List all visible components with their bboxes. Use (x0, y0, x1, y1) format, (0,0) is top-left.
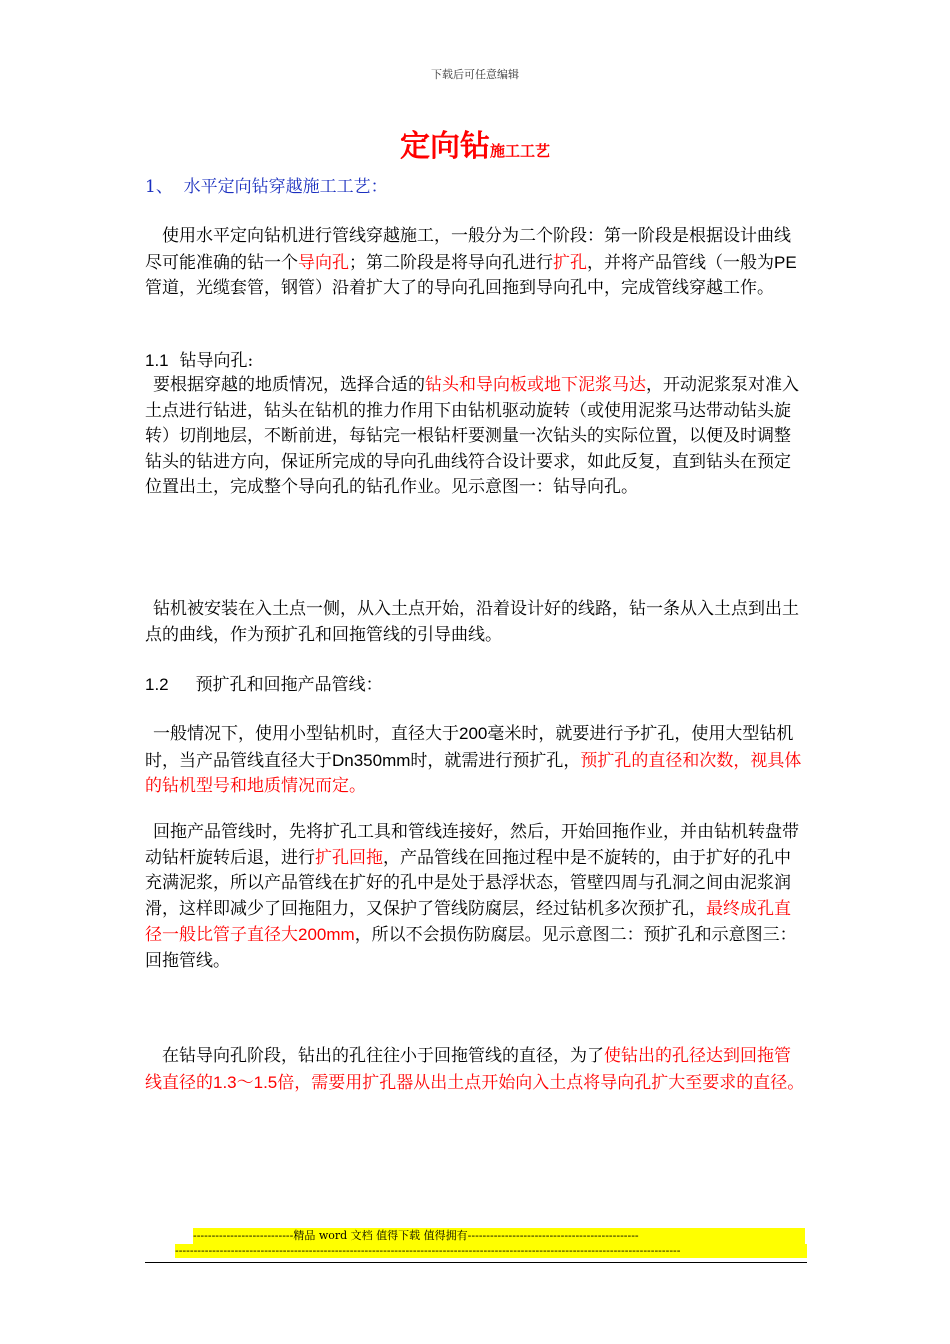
section-1-2-heading (145, 672, 807, 699)
footer-rule (145, 1262, 807, 1263)
highlight-guide-hole: 导向孔 (298, 252, 349, 273)
section-1-1-title: 钻导向孔: (179, 351, 254, 371)
section-1-1-heading (145, 348, 807, 375)
title-main: 定向钻 (399, 129, 490, 164)
paragraph-1: 使用水平定向钻机进行管线穿越施工，一般分为二个阶段：第一阶段是根据设计曲线尽可能准确的钻一个导向孔；第二阶段是将导向孔进行扩孔，并将产品管线（一般为PE管道，光缆套管，钢管）沿着扩大了的导向孔回拖到导向孔中，完成管线穿越工作。 (145, 226, 797, 298)
section-1-2-title: 预扩孔和回拖产品管线： (195, 675, 383, 695)
title-sub: 施工工艺 (489, 142, 550, 160)
highlight-drill-head: 钻头和导向板或地下泥浆马达 (425, 375, 646, 395)
footer-banner: ---------------------------精品 word 文档 值得下载 值得拥有---------------------------------------------- (193, 1228, 805, 1244)
section-1-2-number: 1.2 (145, 675, 169, 694)
highlight-ream-pullback: 扩孔回拖 (315, 847, 383, 868)
page-header: 下载后可任意编辑 (431, 68, 519, 81)
section-1-heading (145, 175, 807, 201)
highlight-reaming: 扩孔 (553, 252, 587, 273)
document-title (0, 129, 950, 164)
paragraph-2: 要根据穿越的地质情况，选择合适的钻头和导向板或地下泥浆马达，开动泥浆泵对准入土点进行钻进，钻头在钻机的推力作用下由钻机驱动旋转（或使用泥浆马达带动钻头旋转）切削地层，不断前进，每钻完一根钻杆要测量一次钻头的实际位置，以便及时调整钻头的钻进方向，保证所完成的导向孔曲线符合设计要求，如此反复，直到钻头在预定位置出土，完成整个导向孔的钻孔作业。见示意图一：钻导向孔。 (145, 375, 799, 497)
paragraph-3: 钻机被安装在入土点一侧，从入土点开始，沿着设计好的线路，钻一条从入土点到出土点的曲线，作为预扩孔和回拖管线的引导曲线。 (145, 599, 799, 645)
highlight-prereaming: 预扩孔的直径和次数，视具体的钻机型号和地质情况而定。 (145, 750, 802, 796)
section-1-1-number: 1.1 (145, 351, 169, 370)
paragraph-5: 回拖产品管线时，先将扩孔工具和管线连接好，然后，开始回拖作业，并由钻机转盘带动钻杆旋转后退，进行扩孔回拖，产品管线在回拖过程中是不旋转的，由于扩好的孔中充满泥浆，所以产品管线在扩好的孔中是处于悬浮状态，管壁四周与孔洞之间由泥浆润滑，这样即减少了回拖阻力，又保护了管线防腐层，经过钻机多次预扩孔，最终成孔直径一般比管子直径大200mm，所以不会损伤防腐层。见示意图二：预扩孔和示意图三：回拖管线。 (145, 822, 799, 971)
footer-dashes: ---------------------------------------------------------------------------------------------------------------------------------------- (175, 1244, 807, 1258)
section-1-title: 水平定向钻穿越施工工艺： (183, 177, 388, 197)
paragraph-4: 一般情况下，使用小型钻机时，直径大于200毫米时，就要进行予扩孔，使用大型钻机时，当产品管线直径大于Dn350mm时，就需进行预扩孔，预扩孔的直径和次数，视具体的钻机型号和地质情况而定。 (145, 724, 802, 796)
highlight-final-diameter: 最终成孔直径一般比管子直径大 (145, 898, 791, 945)
highlight-hole-ratio: 使钻出的孔径达到回拖管线直径的 (145, 1046, 791, 1093)
section-1-number: 1、 (145, 177, 173, 197)
paragraph-6: 在钻导向孔阶段，钻出的孔往往小于回拖管线的直径，为了使钻出的孔径达到回拖管线直径的1.3～1.5倍，需要用扩孔器从出土点开始向入土点将导向孔扩大至要求的直径。 (145, 1046, 805, 1093)
